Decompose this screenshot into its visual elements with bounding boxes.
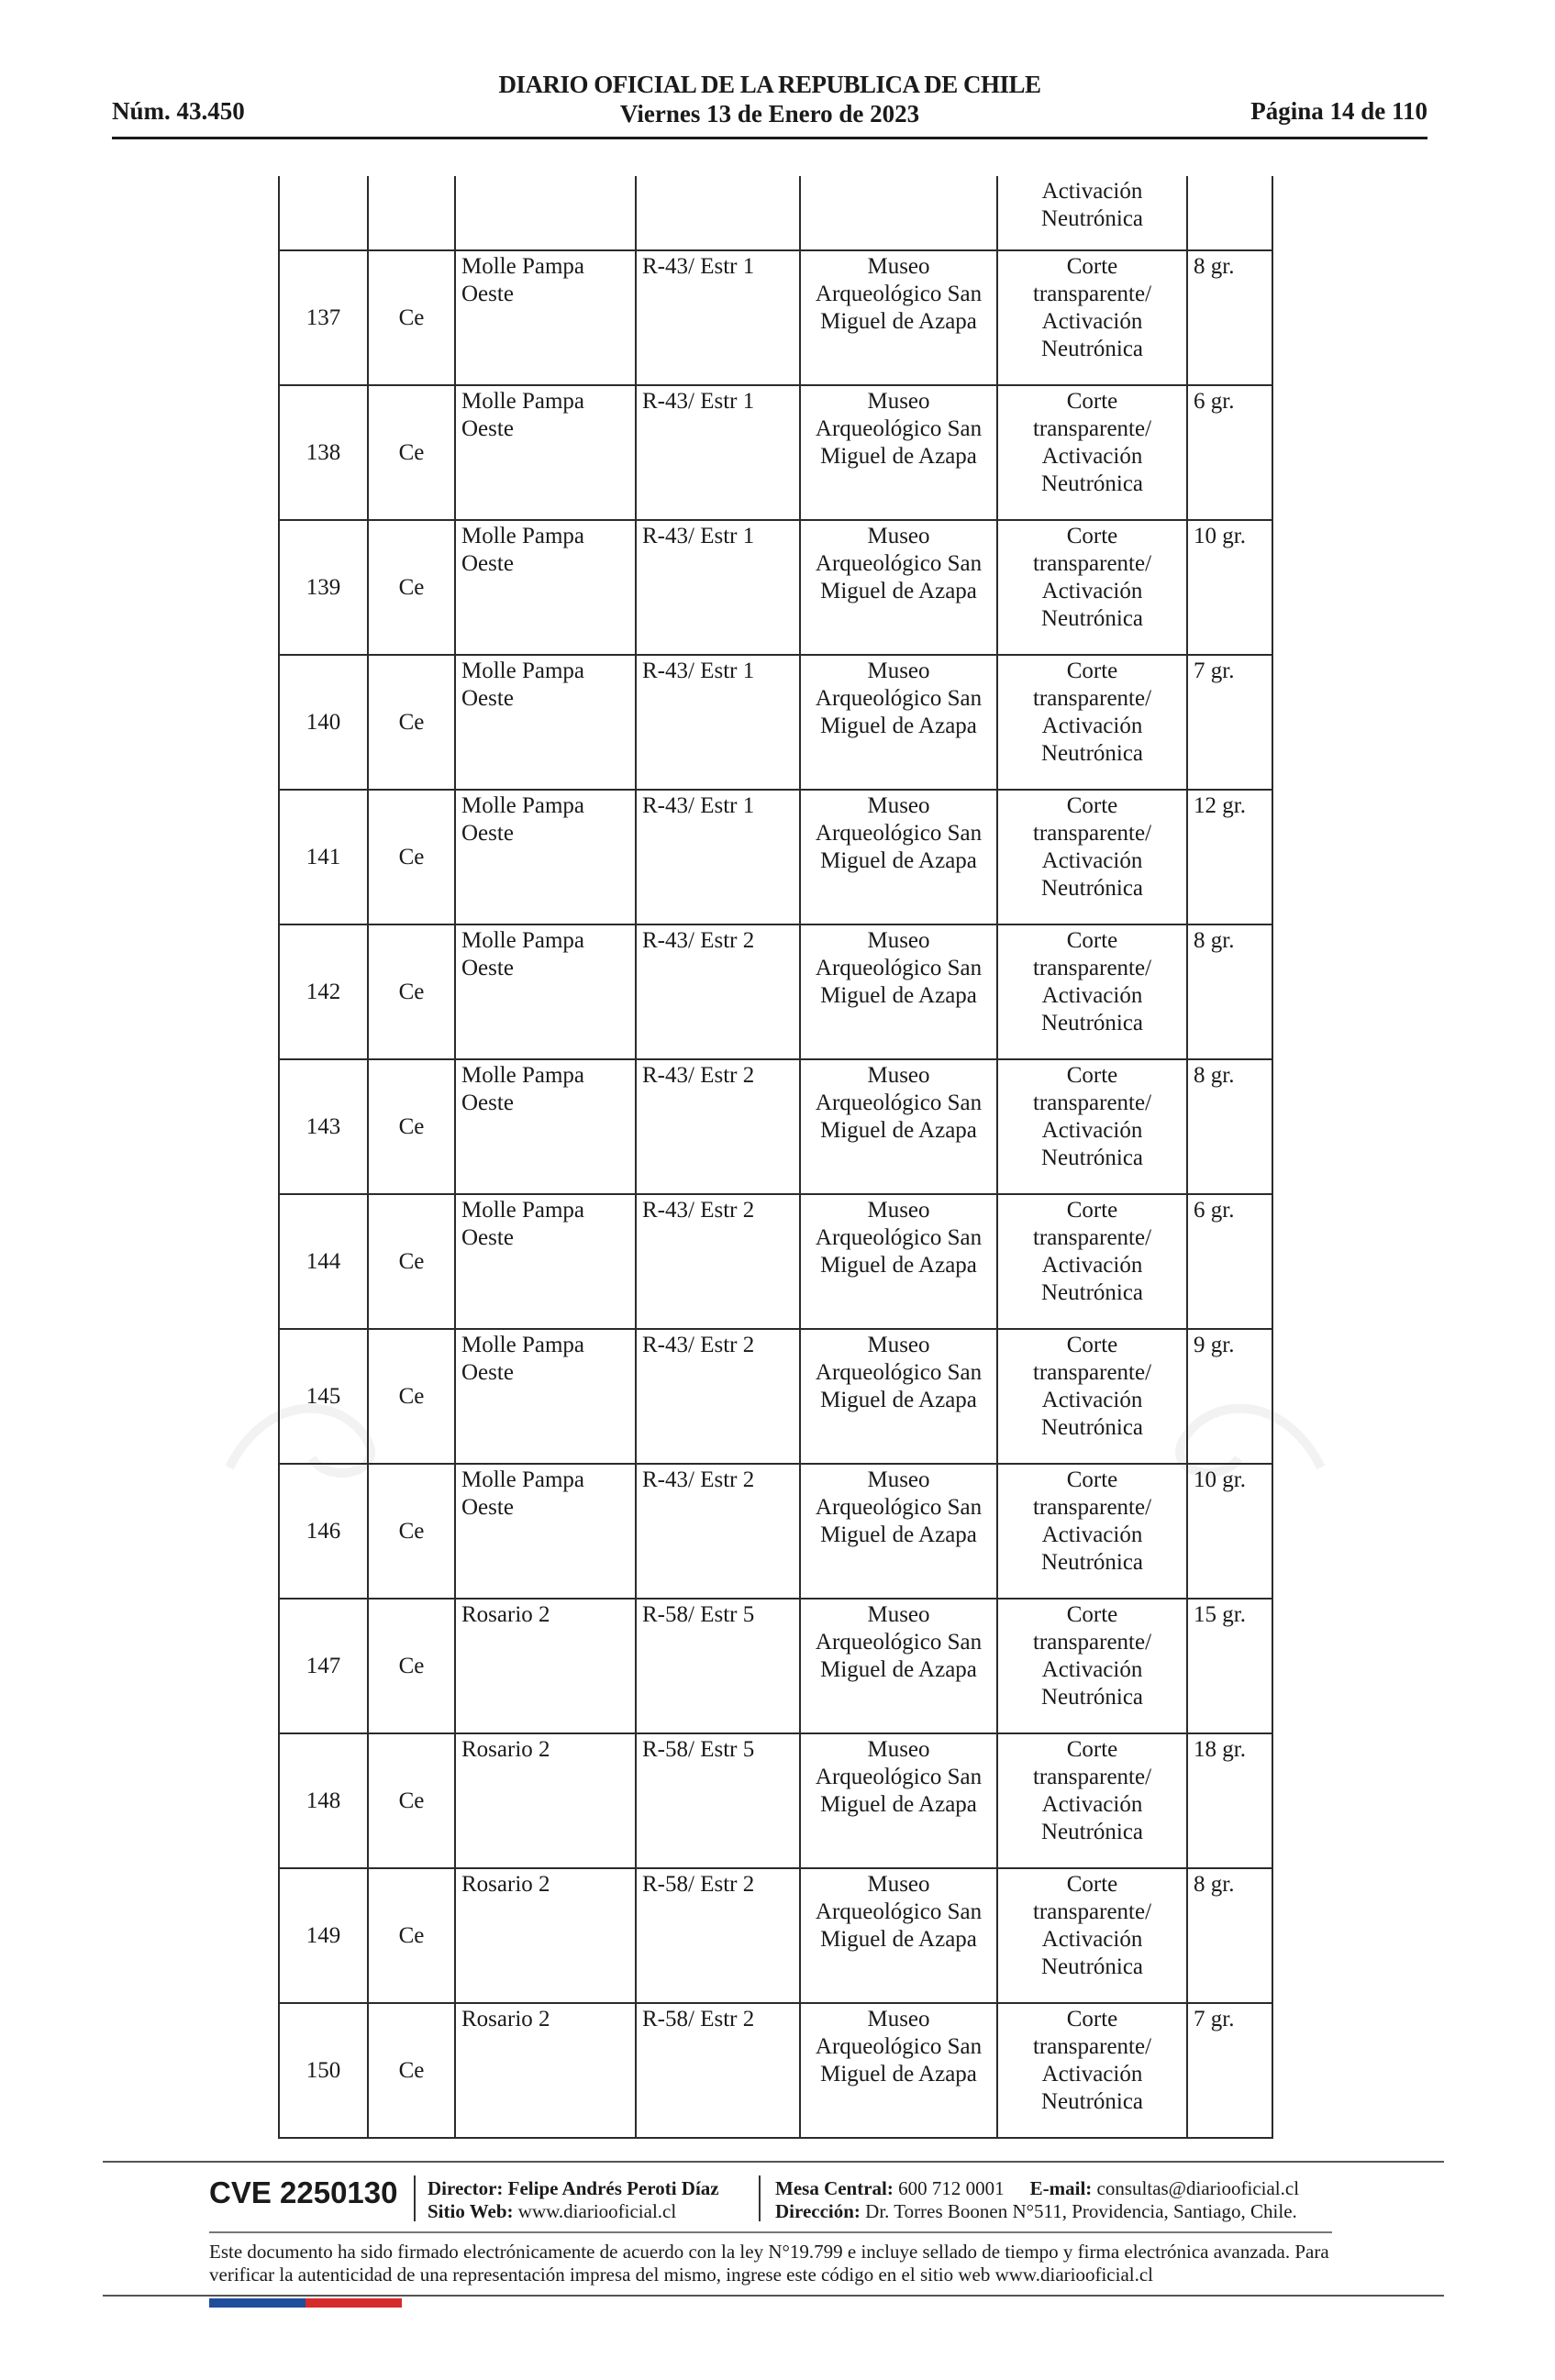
cell-museum-text: Museo Arqueológico San Miguel de Azapa — [815, 1467, 983, 1547]
cve-code: CVE 2250130 — [209, 2175, 398, 2209]
cell-site-text: Molle Pampa Oeste — [461, 1333, 585, 1385]
cell-reference — [636, 1599, 800, 1733]
cell-weight — [1187, 1868, 1272, 2003]
cell-sample-number-text: 141 — [305, 844, 341, 869]
cell-sample-number — [279, 250, 368, 385]
cell-reference-text: R-58/ Estr 2 — [642, 2007, 755, 2031]
cell-weight — [1187, 1599, 1272, 1733]
cell-material-type — [368, 655, 455, 790]
cell-weight — [1187, 385, 1272, 520]
cell-site — [455, 250, 636, 385]
cell-analysis-text: Corte transparente/ Activación Neutrónica — [1032, 1872, 1152, 1979]
cell-analysis-text: Corte transparente/ Activación Neutrónica — [1032, 1737, 1152, 1844]
cell-weight — [1187, 1194, 1272, 1329]
cell-analysis — [997, 655, 1187, 790]
page-header — [112, 70, 1427, 139]
cell-material-type-text: Ce — [398, 2057, 425, 2083]
table-row — [279, 1059, 1272, 1194]
cell-museum — [800, 924, 997, 1059]
cell-weight — [1187, 1733, 1272, 1868]
footer-divider — [103, 2295, 1444, 2297]
cell-weight-text: 9 gr. — [1194, 1333, 1235, 1357]
cell-museum — [800, 1599, 997, 1733]
cell-sample-number-text: 145 — [305, 1383, 341, 1409]
cell-analysis — [997, 2003, 1187, 2138]
cell-museum — [800, 655, 997, 790]
cell-material-type-text: Ce — [398, 1518, 425, 1544]
cell-sample-number-text: 146 — [305, 1518, 341, 1544]
cell-weight-text: 7 gr. — [1194, 2007, 1235, 2031]
cell-reference — [636, 250, 800, 385]
cell-analysis-text: Corte transparente/ Activación Neutrónica — [1032, 389, 1152, 496]
cell-sample-number-text: 147 — [305, 1653, 341, 1678]
cell-museum-text: Museo Arqueológico San Miguel de Azapa — [815, 254, 983, 334]
table-row — [279, 1868, 1272, 2003]
cell-analysis — [997, 1464, 1187, 1599]
cell-site-text: Molle Pampa Oeste — [461, 1063, 585, 1115]
cell-sample-number-text: 150 — [305, 2057, 341, 2083]
cell-analysis-text: Corte transparente/ Activación Neutrónica — [1032, 524, 1152, 631]
cell-material-type — [368, 790, 455, 924]
table-row — [279, 924, 1272, 1059]
address-text: Dr. Torres Boonen N°511, Providencia, Santiago, Chile. — [865, 2200, 1297, 2222]
cell-analysis-text: Corte transparente/ Activación Neutrónica — [1032, 659, 1152, 766]
website-label: Sitio Web: — [428, 2200, 514, 2222]
cell-reference — [636, 1059, 800, 1194]
cell-reference-text: R-43/ Estr 2 — [642, 1467, 755, 1492]
cell-weight-text: 8 gr. — [1194, 1063, 1235, 1088]
cell-analysis-text: Corte transparente/ Activación Neutrónica — [1032, 1602, 1152, 1710]
cell-sample-number-text: 140 — [305, 709, 341, 735]
cell-reference-text: R-43/ Estr 2 — [642, 928, 755, 953]
website-link[interactable]: www.diariooficial.cl — [517, 2200, 677, 2222]
cell-analysis-text: Corte transparente/ Activación Neutrónica — [1032, 928, 1152, 1035]
table-row — [279, 385, 1272, 520]
cell-museum — [800, 520, 997, 655]
cell-reference-text: R-43/ Estr 1 — [642, 793, 755, 818]
cell-reference-text: R-43/ Estr 1 — [642, 254, 755, 279]
cell-sample-number — [279, 1868, 368, 2003]
cell-reference — [636, 1464, 800, 1599]
table-row — [279, 1329, 1272, 1464]
cell-museum-text: Museo Arqueológico San Miguel de Azapa — [815, 1737, 983, 1817]
cell-site-text: Molle Pampa Oeste — [461, 1198, 585, 1250]
email-label: E-mail: — [1029, 2177, 1093, 2199]
cell-material-type-text: Ce — [398, 844, 425, 869]
masthead-title: DIARIO OFICIAL DE LA REPUBLICA DE CHILE — [498, 71, 1041, 98]
cell-weight-text: 18 gr. — [1194, 1737, 1246, 1762]
cell-site — [455, 1194, 636, 1329]
cell-site — [455, 1464, 636, 1599]
cell-site — [455, 1599, 636, 1733]
cell-material-type-text: Ce — [398, 304, 425, 330]
table-row — [279, 790, 1272, 924]
cell-sample-number — [279, 1464, 368, 1599]
cell-site — [455, 520, 636, 655]
table-row — [279, 1194, 1272, 1329]
cell-sample-number — [279, 520, 368, 655]
cell-sample-number — [279, 655, 368, 790]
cell-reference — [636, 1868, 800, 2003]
cell-analysis — [997, 1059, 1187, 1194]
cell-reference — [636, 790, 800, 924]
cell-reference — [636, 924, 800, 1059]
cell-material-type-text: Ce — [398, 1788, 425, 1813]
cell-analysis — [997, 1868, 1187, 2003]
table-row — [279, 250, 1272, 385]
cell-analysis — [997, 1733, 1187, 1868]
cell-site-text: Rosario 2 — [461, 2007, 550, 2031]
cell-weight-text: 6 gr. — [1194, 389, 1235, 414]
cell-site-text: Molle Pampa Oeste — [461, 793, 585, 846]
cell-museum-text: Museo Arqueológico San Miguel de Azapa — [815, 659, 983, 738]
cell-material-type — [368, 1329, 455, 1464]
cell-museum — [800, 1059, 997, 1194]
cell-material-type — [368, 1733, 455, 1868]
cell-museum — [800, 250, 997, 385]
cell-analysis — [997, 385, 1187, 520]
cell-analysis — [997, 520, 1187, 655]
cell-museum — [800, 385, 997, 520]
cell-analysis-text: Corte transparente/ Activación Neutrónica — [1032, 1467, 1152, 1575]
cell-material-type — [368, 250, 455, 385]
cell-site-text: Molle Pampa Oeste — [461, 524, 585, 576]
cell-material-type-text: Ce — [398, 574, 425, 600]
cell-site-text: Molle Pampa Oeste — [461, 659, 585, 711]
cell-analysis-text: Corte transparente/ Activación Neutrónica — [1032, 1063, 1152, 1170]
samples-table — [278, 176, 1272, 2139]
director-name: Felipe Andrés Peroti Díaz — [507, 2177, 719, 2199]
cell-reference — [636, 1194, 800, 1329]
masthead — [112, 70, 1427, 128]
cell-weight — [1187, 655, 1272, 790]
table-row — [279, 1464, 1272, 1599]
cell-weight-text: 7 gr. — [1194, 659, 1235, 683]
cell-site-text: Molle Pampa Oeste — [461, 254, 585, 306]
cell-analysis-text: Corte transparente/ Activación Neutrónica — [1032, 1198, 1152, 1305]
footer-director-block — [428, 2177, 719, 2223]
cell-reference-text: R-43/ Estr 2 — [642, 1333, 755, 1357]
cell-reference — [636, 385, 800, 520]
cell-museum — [800, 790, 997, 924]
address-label: Dirección: — [775, 2200, 861, 2222]
cell-material-type — [368, 385, 455, 520]
cell-sample-number-text: 144 — [305, 1248, 341, 1274]
cell-analysis — [997, 924, 1187, 1059]
cell-weight — [1187, 924, 1272, 1059]
cell-material-type — [368, 1868, 455, 2003]
cell-weight — [1187, 520, 1272, 655]
director-label: Director: — [428, 2177, 504, 2199]
cell-site — [455, 2003, 636, 2138]
cell-material-type — [368, 1464, 455, 1599]
cell-material-type — [368, 2003, 455, 2138]
cell-analysis-text: Corte transparente/ Activación Neutrónica — [1032, 1333, 1152, 1440]
cell-reference — [636, 520, 800, 655]
cell-analysis — [997, 790, 1187, 924]
cell-sample-number — [279, 2003, 368, 2138]
cell-weight — [1187, 1059, 1272, 1194]
cell-reference — [636, 2003, 800, 2138]
cell-weight-text: 10 gr. — [1194, 524, 1246, 548]
cell-material-type-text: Ce — [398, 1383, 425, 1409]
email-link[interactable]: consultas@diariooficial.cl — [1096, 2177, 1300, 2199]
cell-museum-text: Museo Arqueológico San Miguel de Azapa — [815, 2007, 983, 2087]
cell-weight — [1187, 250, 1272, 385]
cell-reference — [636, 1329, 800, 1464]
cell-site-text: Rosario 2 — [461, 1737, 550, 1762]
page-indicator: Página 14 de 110 — [1250, 97, 1427, 125]
cell-analysis — [997, 176, 1187, 250]
cell-material-type-text: Ce — [398, 1113, 425, 1139]
cell-museum — [800, 1733, 997, 1868]
cell-site — [455, 1059, 636, 1194]
cell-site — [455, 1868, 636, 2003]
table-row — [279, 2003, 1272, 2138]
cell-museum-text: Museo Arqueológico San Miguel de Azapa — [815, 1333, 983, 1412]
cell-material-type-text: Ce — [398, 979, 425, 1004]
cell-reference-text: R-43/ Estr 1 — [642, 389, 755, 414]
footer-separator — [759, 2175, 761, 2221]
cell-reference-text: R-58/ Estr 5 — [642, 1737, 755, 1762]
footer-divider — [209, 2231, 1332, 2233]
cell-reference-text: R-43/ Estr 1 — [642, 659, 755, 683]
cell-site-text: Rosario 2 — [461, 1872, 550, 1897]
cell-sample-number-text: 149 — [305, 1922, 341, 1948]
cell-weight-text: 8 gr. — [1194, 254, 1235, 279]
cell-reference-text: R-58/ Estr 5 — [642, 1602, 755, 1627]
cell-reference-text: R-43/ Estr 2 — [642, 1198, 755, 1223]
cell-museum-text: Museo Arqueológico San Miguel de Azapa — [815, 524, 983, 603]
cell-material-type — [368, 1194, 455, 1329]
legal-notice: Este documento ha sido firmado electrónicamente de acuerdo con la ley N°19.799 e incluye sellado de tiempo y firma electrónica avanzada. Para verificar la autenticidad de una representación impresa del mismo, ingrese este código en el sitio web www.diariooficial.cl — [209, 2241, 1329, 2286]
cell-museum — [800, 1194, 997, 1329]
cell-museum-text: Museo Arqueológico San Miguel de Azapa — [815, 389, 983, 469]
cell-weight — [1187, 1329, 1272, 1464]
cell-reference-text: R-58/ Estr 2 — [642, 1872, 755, 1897]
cell-analysis-text: Corte transparente/ Activación Neutrónica — [1032, 254, 1152, 361]
cell-material-type-text: Ce — [398, 1922, 425, 1948]
cell-museum — [800, 1868, 997, 2003]
cell-analysis — [997, 1329, 1187, 1464]
cell-museum — [800, 1329, 997, 1464]
cell-site — [455, 790, 636, 924]
cell-reference — [636, 655, 800, 790]
cell-weight — [1187, 790, 1272, 924]
table-row — [279, 1599, 1272, 1733]
cell-museum-text: Museo Arqueológico San Miguel de Azapa — [815, 793, 983, 873]
cell-analysis-text: Corte transparente/ Activación Neutrónica — [1032, 793, 1152, 901]
cell-material-type — [368, 1059, 455, 1194]
issue-date: Viernes 13 de Enero de 2023 — [619, 100, 920, 127]
cell-sample-number — [279, 790, 368, 924]
cell-weight-text: 15 gr. — [1194, 1602, 1246, 1627]
cell-site-text: Molle Pampa Oeste — [461, 1467, 585, 1520]
analysis-text: Activación Neutrónica — [1040, 179, 1144, 231]
cell-museum-text: Museo Arqueológico San Miguel de Azapa — [815, 928, 983, 1008]
cell-weight-text: 10 gr. — [1194, 1467, 1246, 1492]
table-row — [279, 1733, 1272, 1868]
cell-sample-number-text: 139 — [305, 574, 341, 600]
cell-museum-text: Museo Arqueológico San Miguel de Azapa — [815, 1063, 983, 1143]
cell-material-type — [368, 924, 455, 1059]
table-row — [279, 655, 1272, 790]
cell-sample-number — [279, 1059, 368, 1194]
cell-site-text: Molle Pampa Oeste — [461, 928, 585, 980]
cell-material-type-text: Ce — [398, 1653, 425, 1678]
cell-weight-text: 12 gr. — [1194, 793, 1246, 818]
cell-sample-number-text: 137 — [305, 304, 341, 330]
cell-sample-number — [279, 1733, 368, 1868]
cell-reference-text: R-43/ Estr 1 — [642, 524, 755, 548]
cell-sample-number — [279, 924, 368, 1059]
cell-sample-number — [279, 1194, 368, 1329]
cell-weight-text: 8 gr. — [1194, 928, 1235, 953]
cell-site-text: Molle Pampa Oeste — [461, 389, 585, 441]
cell-museum-text: Museo Arqueológico San Miguel de Azapa — [815, 1198, 983, 1278]
cell-analysis — [997, 1599, 1187, 1733]
cell-museum-text: Museo Arqueológico San Miguel de Azapa — [815, 1602, 983, 1682]
table-row — [279, 520, 1272, 655]
cell-museum — [800, 1464, 997, 1599]
cell-site — [455, 1733, 636, 1868]
cell-site — [455, 924, 636, 1059]
footer-separator — [414, 2175, 416, 2221]
cell-sample-number-text: 138 — [305, 439, 341, 465]
cell-sample-number — [279, 1329, 368, 1464]
cell-site — [455, 385, 636, 520]
flag-stripe — [209, 2298, 402, 2308]
flag-red-segment — [305, 2298, 402, 2308]
cell-material-type-text: Ce — [398, 1248, 425, 1274]
cell-sample-number — [279, 1599, 368, 1733]
cell-site — [455, 1329, 636, 1464]
cell-analysis-text: Corte transparente/ Activación Neutrónica — [1032, 2007, 1152, 2114]
cell-material-type — [368, 520, 455, 655]
cell-material-type — [368, 1599, 455, 1733]
cell-sample-number-text: 143 — [305, 1113, 341, 1139]
cell-weight-text: 8 gr. — [1194, 1872, 1235, 1897]
cell-sample-number — [279, 385, 368, 520]
phone-label: Mesa Central: — [775, 2177, 894, 2199]
footer-divider — [103, 2161, 1444, 2163]
cell-reference-text: R-43/ Estr 2 — [642, 1063, 755, 1088]
table-continuation-row — [279, 176, 1272, 250]
issue-number: Núm. 43.450 — [112, 97, 245, 125]
cell-sample-number-text: 148 — [305, 1788, 341, 1813]
cell-site-text: Rosario 2 — [461, 1602, 550, 1627]
cell-weight — [1187, 1464, 1272, 1599]
cell-analysis — [997, 250, 1187, 385]
footer-contact-block — [775, 2177, 1299, 2223]
cell-analysis — [997, 1194, 1187, 1329]
cell-reference — [636, 1733, 800, 1868]
cell-material-type-text: Ce — [398, 439, 425, 465]
cell-sample-number-text: 142 — [305, 979, 341, 1004]
cell-material-type-text: Ce — [398, 709, 425, 735]
cell-museum — [800, 2003, 997, 2138]
cell-weight — [1187, 2003, 1272, 2138]
cell-site — [455, 655, 636, 790]
phone-number: 600 712 0001 — [898, 2177, 1005, 2199]
header-divider — [112, 137, 1427, 139]
cell-museum-text: Museo Arqueológico San Miguel de Azapa — [815, 1872, 983, 1952]
flag-blue-segment — [209, 2298, 305, 2308]
cell-weight-text: 6 gr. — [1194, 1198, 1235, 1223]
